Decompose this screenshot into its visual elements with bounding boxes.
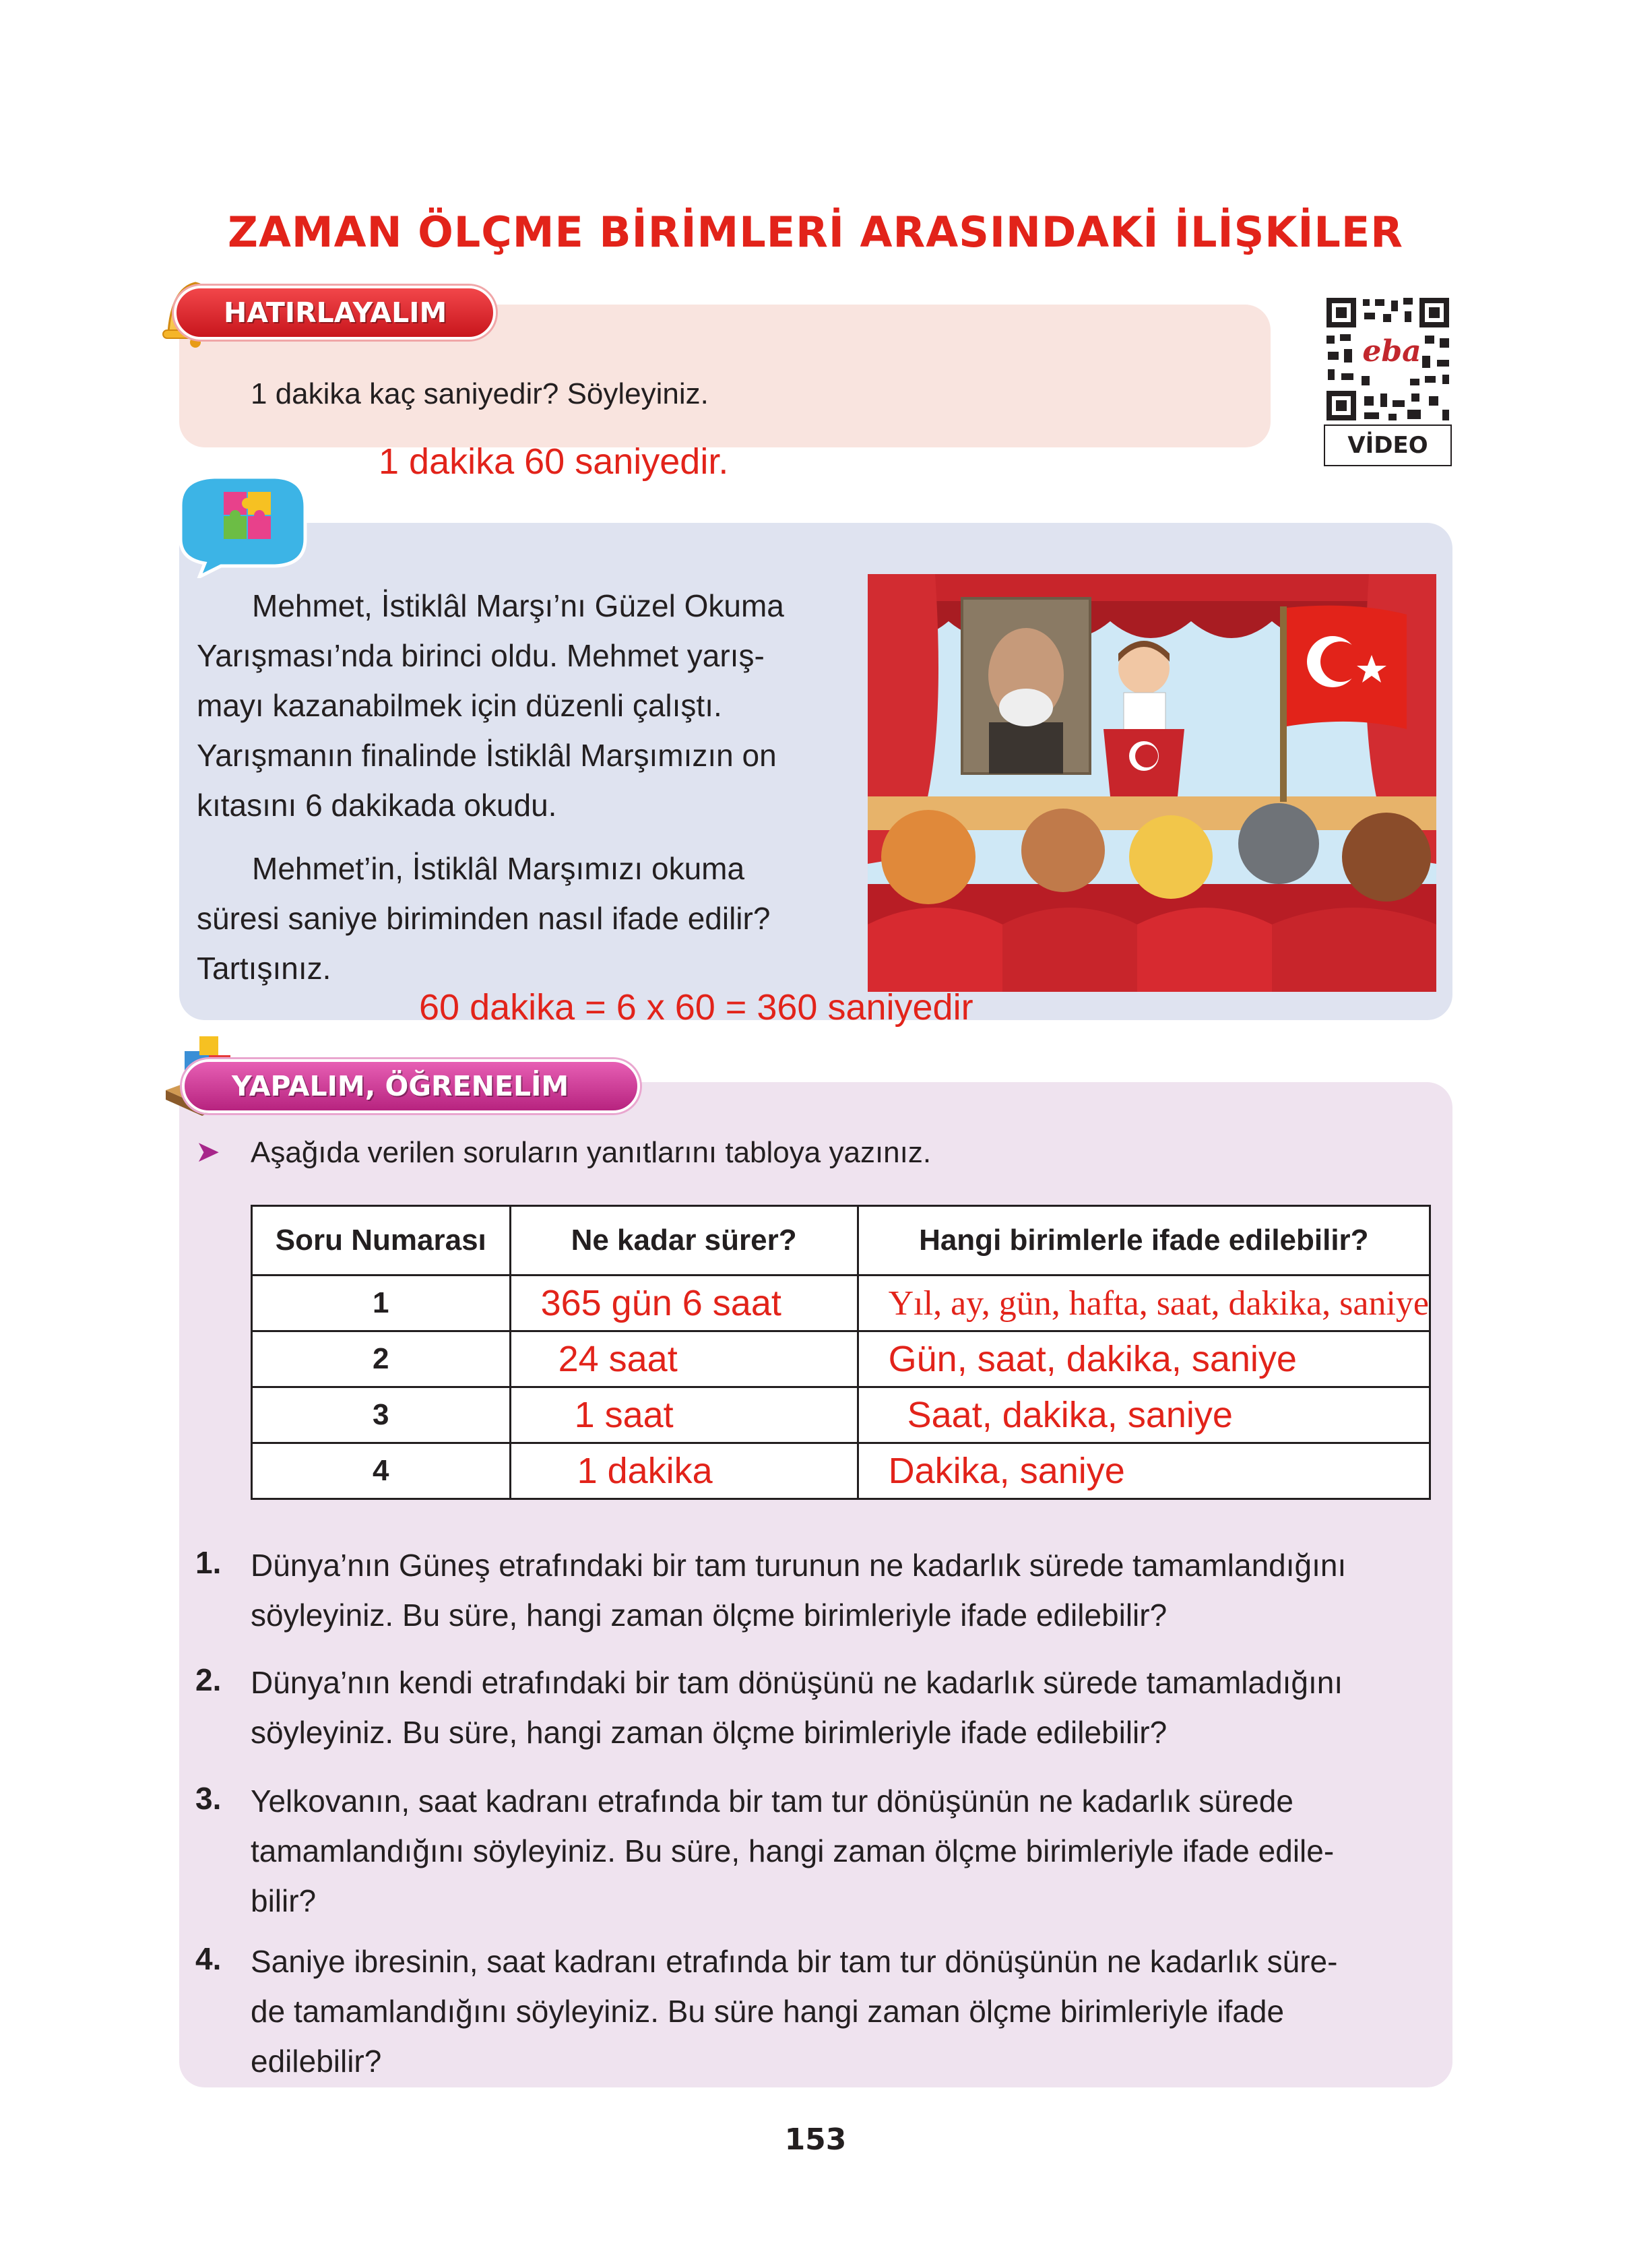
- question-2: [251, 1658, 1431, 1757]
- units-answer: Dakika, saniye: [858, 1443, 1430, 1499]
- question-line: edilebilir?: [251, 2044, 382, 2079]
- remember-question: 1 dakika kaç saniyedir? Söyleyiniz.: [251, 377, 709, 410]
- row-number: 1: [252, 1275, 511, 1331]
- eba-logo: eba: [1362, 334, 1421, 369]
- duration-answer: 365 gün 6 saat: [510, 1275, 858, 1331]
- story-line: kıtasını 6 dakikada okudu.: [197, 788, 557, 823]
- column-header: Ne kadar sürer?: [510, 1206, 858, 1275]
- table-row: [252, 1331, 1430, 1387]
- story-line: süresi saniye biriminden nasıl ifade edilir?: [197, 901, 771, 936]
- story-line: Mehmet’in, İstiklâl Marşımızı okuma: [252, 851, 745, 886]
- page-number: 153: [784, 2122, 847, 2157]
- units-answer: Yıl, ay, gün, hafta, saat, dakika, saniye: [858, 1275, 1430, 1331]
- video-label[interactable]: VİDEO: [1324, 424, 1452, 466]
- story-answer: 60 dakika = 6 x 60 = 360 saniyedir: [419, 987, 973, 1028]
- remember-banner: HATIRLAYALIM: [174, 286, 496, 340]
- arrow-right-icon: ➤: [195, 1135, 220, 1168]
- story-line: Mehmet, İstiklâl Marşı’nı Güzel Okuma: [252, 588, 784, 623]
- question-line: Saniye ibresinin, saat kadranı etrafında bir tam tur dönüşünün ne kadarlık süre-: [251, 1944, 1338, 1979]
- table-header-row: [252, 1206, 1430, 1275]
- question-number: 1.: [195, 1545, 222, 1580]
- answer-table: [251, 1205, 1431, 1500]
- learn-instruction: Aşağıda verilen soruların yanıtlarını tabloya yazınız.: [251, 1136, 932, 1169]
- question-line: tamamlandığını söyleyiniz. Bu süre, hangi zaman ölçme birimleriyle ifade edile-: [251, 1833, 1335, 1868]
- table-row: [252, 1387, 1430, 1443]
- question-number: 2.: [195, 1662, 222, 1697]
- question-3: [251, 1776, 1431, 1926]
- question-line: söyleyiniz. Bu süre, hangi zaman ölçme birimleriyle ifade edilebilir?: [251, 1715, 1168, 1750]
- question-line: Dünya’nın kendi etrafındaki bir tam dönüşünü ne kadarlık sürede tamamladığını: [251, 1665, 1343, 1700]
- duration-answer: 1 saat: [510, 1387, 858, 1443]
- question-1: [251, 1540, 1431, 1640]
- column-header: Soru Numarası: [252, 1206, 511, 1275]
- column-header: Hangi birimlerle ifade edilebilir?: [858, 1206, 1430, 1275]
- puzzle-icon: [167, 465, 313, 578]
- question-number: 3.: [195, 1781, 222, 1816]
- duration-answer: 24 saat: [510, 1331, 858, 1387]
- row-number: 2: [252, 1331, 511, 1387]
- theater-stage-illustration: [868, 574, 1436, 992]
- learn-banner: YAPALIM, ÖĞRENELİM: [182, 1059, 640, 1113]
- question-number: 4.: [195, 1941, 222, 1976]
- story-line: Yarışmanın finalinde İstiklâl Marşımızın on: [197, 738, 777, 773]
- question-line: Dünya’nın Güneş etrafındaki bir tam turunun ne kadarlık sürede tamamlandığını: [251, 1548, 1347, 1583]
- page-title: ZAMAN ÖLÇME BİRİMLERİ ARASINDAKİ İLİŞKİLER: [227, 208, 1403, 257]
- story-paragraph-1: [197, 581, 830, 830]
- question-line: de tamamlandığını söyleyiniz. Bu süre hangi zaman ölçme birimleriyle ifade: [251, 1994, 1285, 2029]
- units-answer: Saat, dakika, saniye: [858, 1387, 1430, 1443]
- table-row: [252, 1443, 1430, 1499]
- row-number: 4: [252, 1443, 511, 1499]
- question-line: bilir?: [251, 1883, 317, 1918]
- units-answer: Gün, saat, dakika, saniye: [858, 1331, 1430, 1387]
- question-line: söyleyiniz. Bu süre, hangi zaman ölçme birimleriyle ifade edilebilir?: [251, 1598, 1168, 1633]
- table-row: [252, 1275, 1430, 1331]
- question-line: Yelkovanın, saat kadranı etrafında bir tam tur dönüşünün ne kadarlık sürede: [251, 1784, 1293, 1819]
- question-4: [251, 1936, 1431, 2086]
- duration-answer: 1 dakika: [510, 1443, 858, 1499]
- remember-answer: 1 dakika 60 saniyedir.: [379, 441, 729, 482]
- story-paragraph-2: [197, 844, 830, 993]
- story-line: Tartışınız.: [197, 951, 331, 986]
- story-line: Yarışması’nda birinci oldu. Mehmet yarış-: [197, 638, 765, 673]
- story-line: mayı kazanabilmek için düzenli çalıştı.: [197, 688, 722, 723]
- row-number: 3: [252, 1387, 511, 1443]
